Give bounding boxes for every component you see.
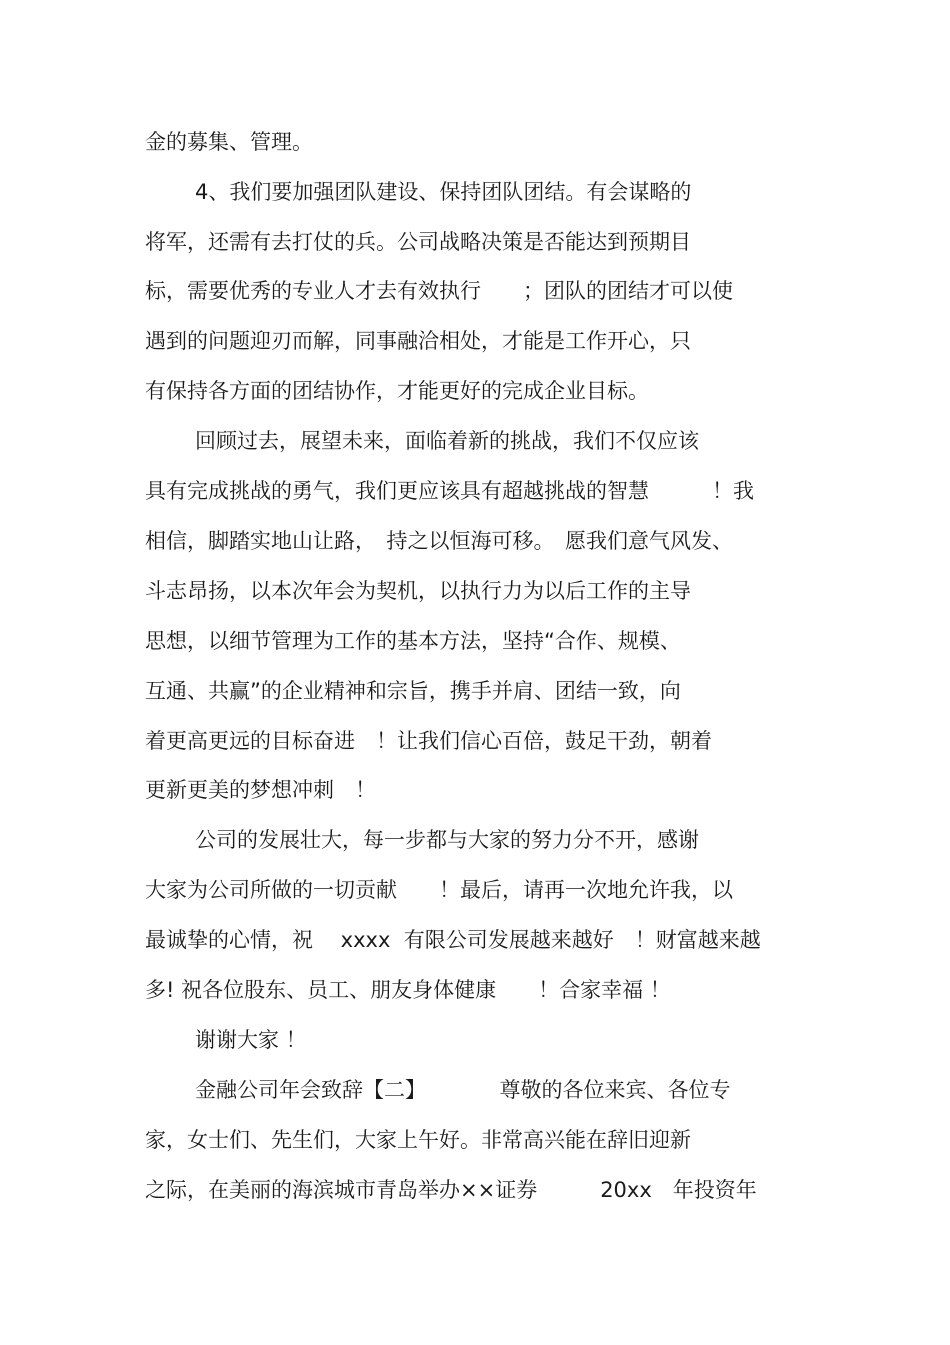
- text-line: 着更高更远的目标奋进 ！让我们信心百倍，鼓足干劲，朝着: [145, 729, 712, 753]
- text-line: 互通、共赢”的企业精神和宗旨，携手并肩、团结一致，向: [145, 679, 681, 703]
- text-line: 公司的发展壮大，每一步都与大家的努力分不开，感谢: [195, 828, 699, 852]
- text-line: 金融公司年会致辞【二】 尊敬的各位来宾、各位专: [195, 1078, 731, 1102]
- text-line: 斗志昂扬，以本次年会为契机，以执行力为以后工作的主导: [145, 579, 691, 603]
- text-line: 相信，脚踏实地山让路， 持之以恒海可移。 愿我们意气风发、: [145, 529, 733, 553]
- text-line: 将军，还需有去打仗的兵。公司战略决策是否能达到预期目: [145, 230, 691, 254]
- text-line: 更新更美的梦想冲刺 ！: [145, 778, 376, 802]
- text-line: 有保持各方面的团结协作，才能更好的完成企业目标。: [145, 379, 649, 403]
- text-line: 家，女士们、先生们，大家上午好。非常高兴能在辞旧迎新: [145, 1128, 691, 1152]
- text-line: 多! 祝各位股东、员工、朋友身体健康 ！合家幸福 ！: [145, 978, 671, 1002]
- text-line: 谢谢大家 ！: [195, 1028, 307, 1052]
- text-line: 之际，在美丽的海滨城市青岛举办××证券 20xx 年投资年: [145, 1178, 757, 1202]
- text-line: 遇到的问题迎刃而解，同事融洽相处，才能是工作开心，只: [145, 329, 691, 353]
- text-line: 大家为公司所做的一切贡献 ！最后，请再一次地允许我，以: [145, 878, 733, 902]
- text-line: 金的募集、管理。: [145, 130, 313, 154]
- text-line: 具有完成挑战的勇气，我们更应该具有超越挑战的智慧 ！我: [145, 479, 754, 503]
- text-line: 思想，以细节管理为工作的基本方法，坚持“合作、规模、: [145, 629, 681, 653]
- text-line: 最诚挚的心情，祝 xxxx 有限公司发展越来越好 ！财富越来越: [145, 928, 761, 952]
- text-line: 标，需要优秀的专业人才去有效执行 ；团队的团结才可以使: [145, 279, 733, 303]
- text-line: 回顾过去，展望未来，面临着新的挑战，我们不仅应该: [195, 429, 699, 453]
- text-line: 4、我们要加强团队建设、保持团队团结。有会谋略的: [195, 180, 692, 204]
